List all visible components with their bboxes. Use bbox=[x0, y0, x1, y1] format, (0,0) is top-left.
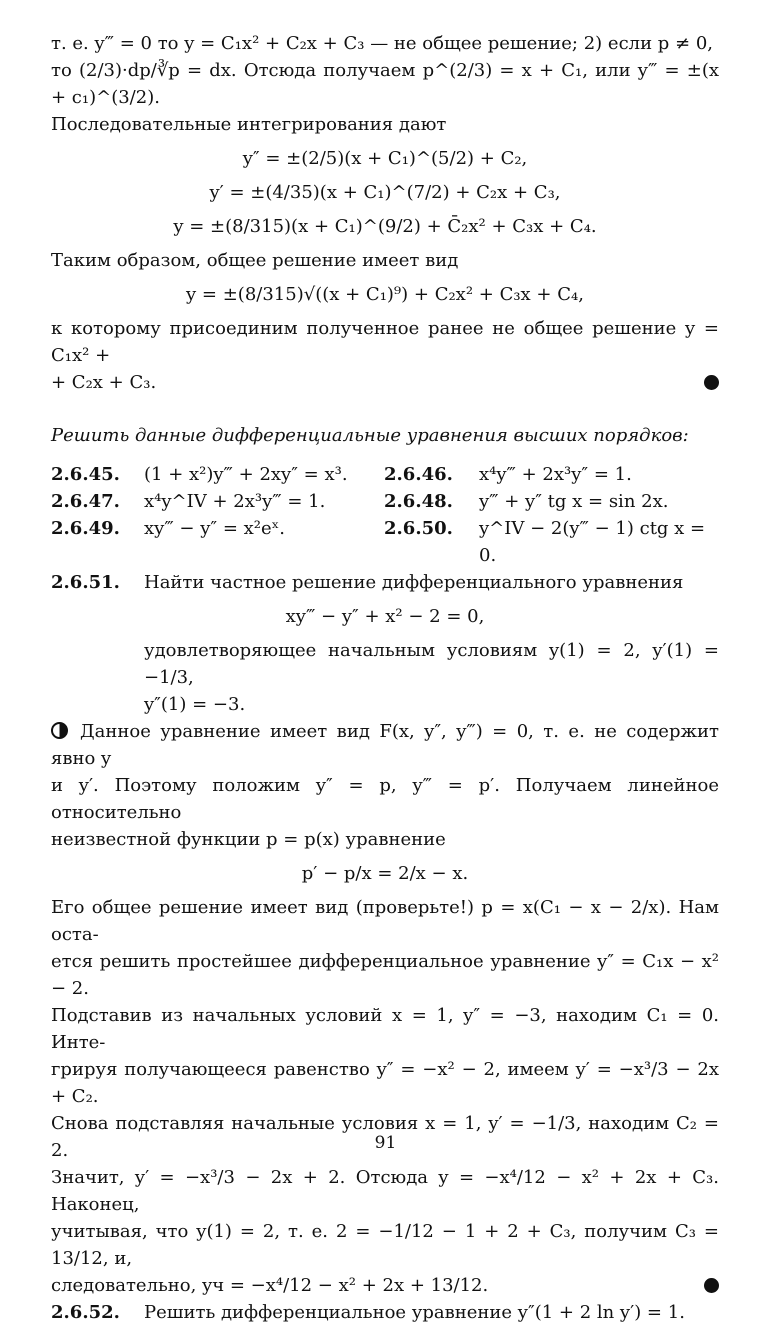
text-fragment: Данное уравнение имеет вид F(x, y″, y‴) = 0, т. е. не содержит явно y bbox=[51, 721, 719, 769]
equation: y = ±(8/315)(x + C₁)^(9/2) + C̄₂x² + C₃x + C₄. bbox=[173, 216, 597, 237]
equation: y″ = ±(2/5)(x + C₁)^(5/2) + C₂, bbox=[242, 148, 528, 169]
equation: y = ±(8/315)√((x + C₁)⁹) + C₂x² + C₃x + C₄, bbox=[186, 284, 584, 305]
problem-list bbox=[51, 461, 719, 569]
text-line: учитывая, что y(1) = 2, т. е. 2 = −1/12 − 1 + 2 + C₃, получим C₃ = 13/12, и, bbox=[51, 1221, 719, 1269]
problem-number: 2.6.52. bbox=[51, 1302, 120, 1323]
problem-equation: xy‴ − y″ = x²eˣ. bbox=[144, 518, 285, 539]
end-of-proof-icon bbox=[704, 375, 719, 390]
text-line: Его общее решение имеет вид (проверьте!) p = x(C₁ − x − 2/x). Нам оста- bbox=[51, 897, 719, 945]
end-of-proof-icon bbox=[704, 1278, 719, 1293]
problem-text: Найти частное решение дифференциального уравнения bbox=[144, 572, 684, 593]
problem-2-6-51 bbox=[51, 569, 719, 596]
text-line bbox=[51, 1272, 719, 1299]
text-line: удовлетворяющее начальным условиям y(1) = 2, y′(1) = −1/3, bbox=[144, 640, 719, 688]
problem-equation: (1 + x²)y‴ + 2xy″ = x³. bbox=[144, 464, 348, 485]
text-line: Снова подставляя начальные условия x = 1, y′ = −1/3, находим C₂ = 2. bbox=[51, 1113, 719, 1161]
problem-text: Решить дифференциальное уравнение y″(1 + 2 ln y′) = 1. bbox=[144, 1302, 685, 1323]
text-line: т. е. y‴ = 0 то y = C₁x² + C₂x + C₃ — не общее решение; 2) если p ≠ 0, bbox=[51, 33, 714, 54]
problem-equation: y‴ + y″ tg x = sin 2x. bbox=[479, 491, 669, 512]
problem-number: 2.6.45. bbox=[51, 464, 120, 485]
text-line: и y′. Поэтому положим y″ = p, y‴ = p′. Получаем линейное относительно bbox=[51, 775, 719, 823]
problem-number: 2.6.49. bbox=[51, 518, 120, 539]
initial-conditions bbox=[144, 637, 719, 718]
text-line: Подставив из начальных условий x = 1, y″ = −3, находим C₁ = 0. Инте- bbox=[51, 1005, 719, 1053]
problem-number: 2.6.50. bbox=[384, 518, 453, 539]
problem-equation: x⁴y^IV + 2x³y‴ = 1. bbox=[144, 491, 326, 512]
text-fragment: следовательно, yч = −x⁴/12 − x² + 2x + 13/12. bbox=[51, 1275, 489, 1296]
solution-start-icon bbox=[51, 722, 68, 739]
problem-number: 2.6.46. bbox=[384, 464, 453, 485]
problem-number: 2.6.47. bbox=[51, 491, 120, 512]
text-line bbox=[51, 369, 719, 396]
text-line: Таким образом, общее решение имеет вид bbox=[51, 250, 459, 271]
equation: y′ = ±(4/35)(x + C₁)^(7/2) + C₂x + C₃, bbox=[209, 182, 561, 203]
equation: p′ − p/x = 2/x − x. bbox=[301, 863, 469, 884]
text-line: грируя получающееся равенство y″ = −x² − 2, имеем y′ = −x³/3 − 2x + C₂. bbox=[51, 1059, 719, 1107]
problem-equation: x⁴y‴ + 2x³y″ = 1. bbox=[479, 464, 632, 485]
problem-number: 2.6.51. bbox=[51, 572, 120, 593]
page-number: 91 bbox=[374, 1133, 397, 1153]
text-line: ется решить простейшее дифференциальное уравнение y″ = C₁x − x² − 2. bbox=[51, 951, 719, 999]
text-line: y″(1) = −3. bbox=[144, 694, 246, 715]
problem-equation: y^IV − 2(y‴ − 1) ctg x = 0. bbox=[479, 518, 706, 566]
equation: xy‴ − y″ + x² − 2 = 0, bbox=[285, 606, 485, 627]
text-line: Значит, y′ = −x³/3 − 2x + 2. Отсюда y = −x⁴/12 − x² + 2x + C₃. Наконец, bbox=[51, 1167, 719, 1215]
text-line: то (2/3)·dp/∛p = dx. Отсюда получаем p^(2/3) = x + C₁, или y‴ = ±(x + c₁)^(3/2). bbox=[51, 60, 719, 108]
text-fragment: + C₂x + C₃. bbox=[51, 372, 157, 393]
text-line: к которому присоединим полученное ранее не общее решение y = C₁x² + bbox=[51, 318, 719, 366]
problem-2-6-52 bbox=[51, 1299, 719, 1326]
text-line: неизвестной функции p = p(x) уравнение bbox=[51, 829, 446, 850]
problem-number: 2.6.48. bbox=[384, 491, 453, 512]
solution-start bbox=[51, 718, 719, 772]
section-heading: Решить данные дифференциальные уравнения высших порядков: bbox=[51, 425, 689, 446]
text-line: Последовательные интегрирования дают bbox=[51, 114, 447, 135]
